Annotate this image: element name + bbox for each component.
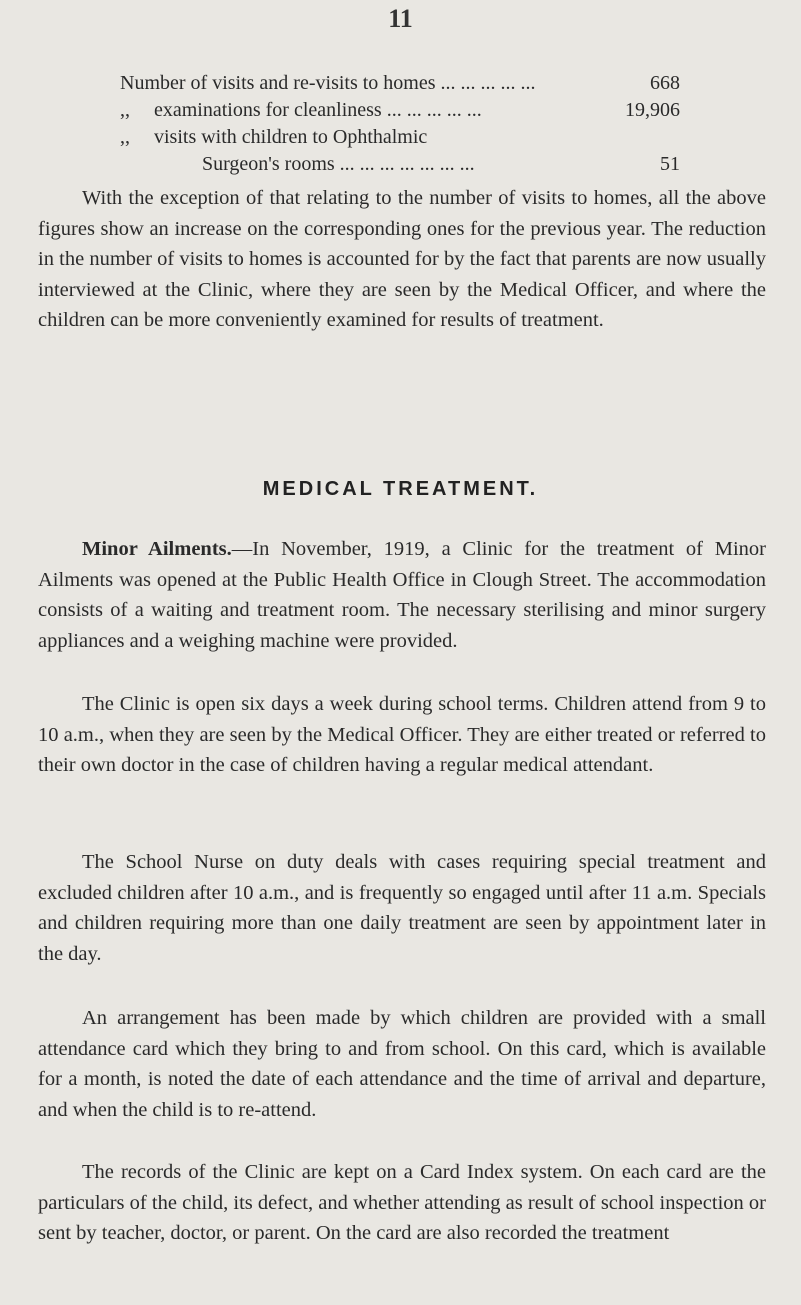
stat-row — [120, 97, 680, 124]
stat-label: visits with children to Ophthalmic — [154, 126, 428, 148]
run-in-heading: Minor Ailments. — [82, 538, 232, 560]
school-nurse-section — [38, 847, 766, 969]
page-number: 11 — [388, 4, 413, 33]
stat-row — [120, 70, 680, 97]
minor-ailments-paragraph — [38, 534, 766, 656]
stat-label: Surgeon's rooms ... ... ... ... ... ... ... — [202, 153, 475, 175]
ditto-mark: ,, — [120, 126, 130, 148]
clinic-open-section — [38, 689, 766, 781]
school-nurse-paragraph: The School Nurse on duty deals with cases requiring special treatment and excluded children after 10 a.m., and is frequently so engaged until after 11 a.m. Specials and children requiring more than one daily treatment are seen by appointment later in the day. — [38, 851, 766, 965]
attendance-card-paragraph: An arrangement has been made by which children are provided with a small attendance card which they bring to and from school. On this card, which is available for a month, is noted the date of each attendance and the time of arrival and departure, and when the child is to re-attend. — [38, 1007, 766, 1121]
clinic-open-paragraph: The Clinic is open six days a week during school terms. Children attend from 9 to 10 a.m., when they are seen by the Medical Officer. They are either treated or referred to their own doctor in the case of children having a regular medical attendant. — [38, 693, 766, 776]
stat-label: examinations for cleanliness ... ... ... ... ... — [154, 99, 482, 121]
stat-label: Number of visits and re-visits to homes ... ... ... ... ... — [120, 72, 536, 94]
stat-value: 51 — [660, 153, 680, 175]
intro-section — [38, 183, 766, 336]
intro-paragraph: With the exception of that relating to the number of visits to homes, all the above figures show an increase on the corresponding ones for the previous year. The reduction in the number of visits to homes is accounted for by the fact that parents are now usually interviewed at the Clinic, where they are seen by the Medical Officer, and where the children can be more conveniently examined for results of treatment. — [38, 187, 766, 331]
ditto-mark: ,, — [120, 99, 130, 121]
visit-statistics — [120, 70, 680, 178]
section-heading: MEDICAL TREATMENT. — [262, 478, 539, 500]
stat-value: 19,906 — [625, 99, 680, 121]
attendance-card-section — [38, 1003, 766, 1125]
stat-value: 668 — [650, 72, 680, 94]
records-paragraph: The records of the Clinic are kept on a Card Index system. On each card are the particulars of the child, its defect, and whether attending as result of school inspection or sent by teacher, doctor, or parent. On the card are also recorded the treatment — [38, 1161, 766, 1244]
stat-row — [120, 124, 680, 151]
treatment-section — [38, 534, 766, 656]
minor-ailments-text: —In November, 1919, a Clinic for the treatment of Minor Ailments was opened at the Public Health Office in Clough Street. The accommodation consists of a waiting and treatment room. The necessary sterilising and minor surgery appliances and a weighing machine were provided. — [38, 538, 767, 652]
stat-row — [120, 151, 680, 178]
records-section — [38, 1157, 766, 1249]
